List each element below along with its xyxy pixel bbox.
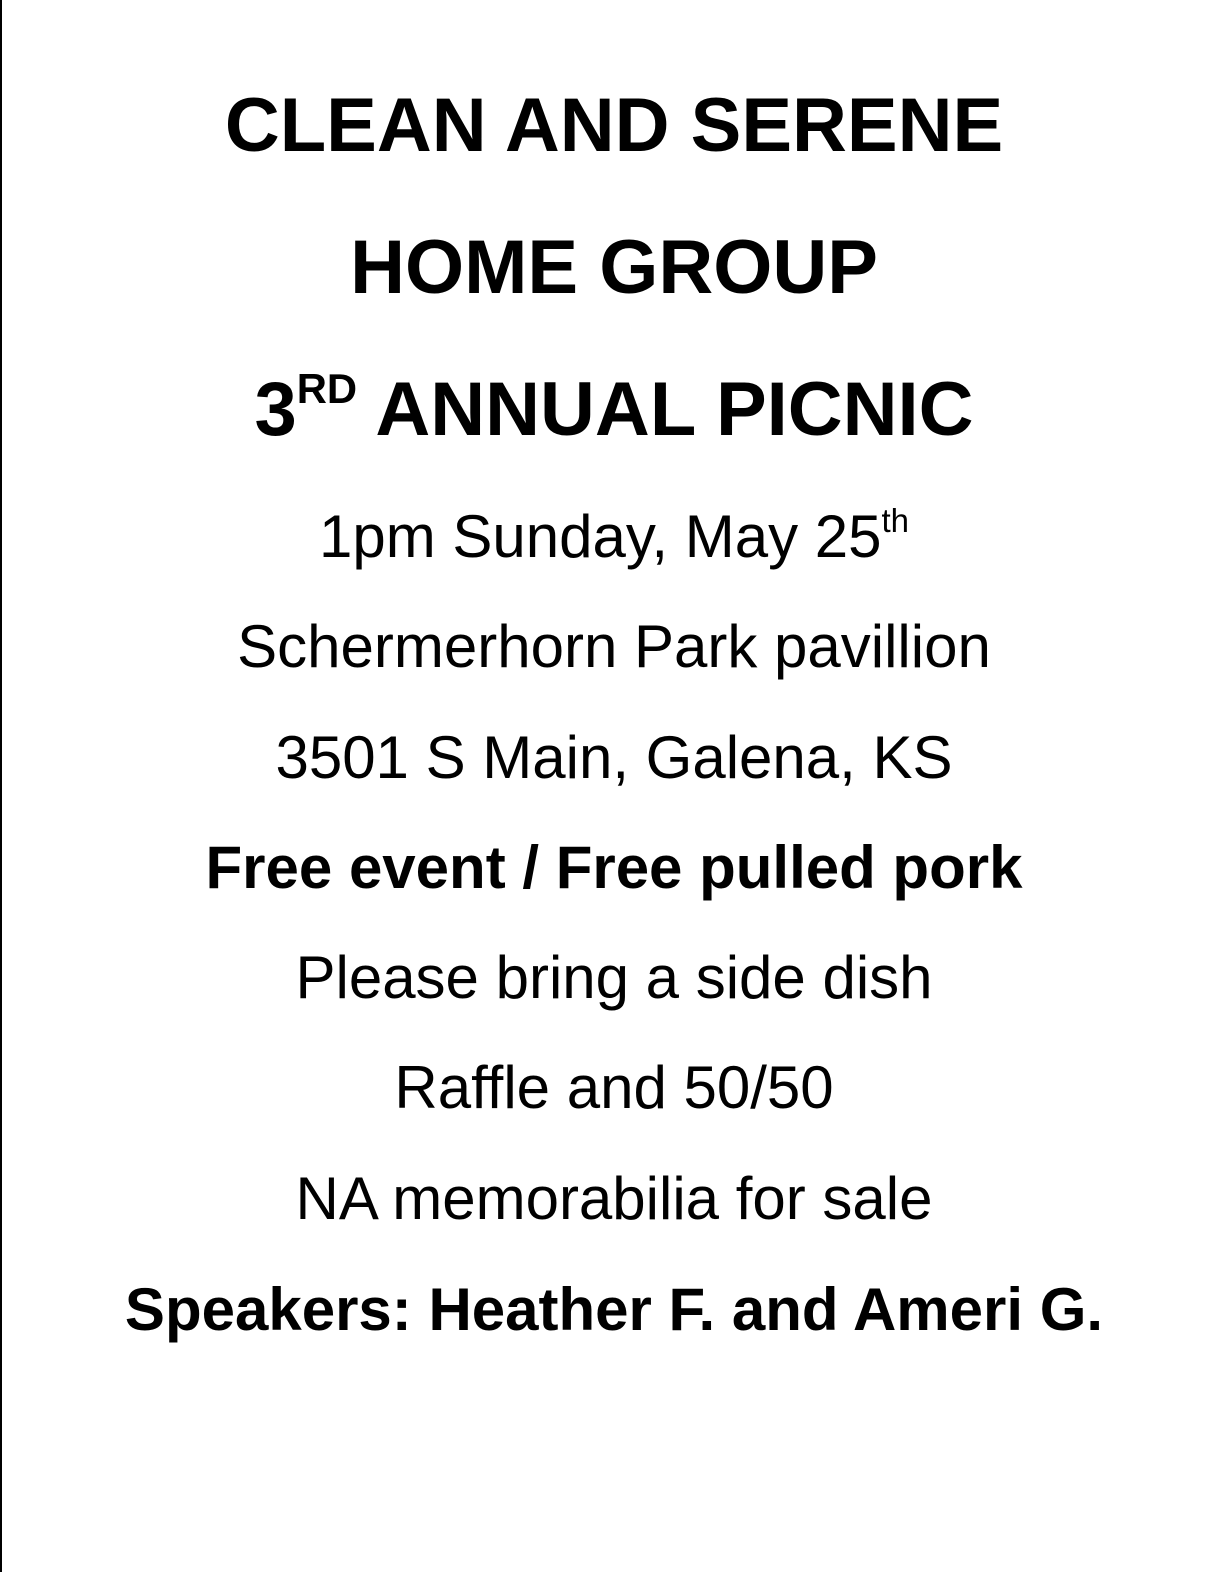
date-text: 1pm Sunday, May 25 bbox=[318, 503, 882, 570]
raffle-note: Raffle and 50/50 bbox=[394, 1054, 834, 1121]
annual-picnic-text: ANNUAL PICNIC bbox=[357, 367, 974, 452]
anniversary-ordinal-suffix: RD bbox=[296, 364, 358, 412]
event-address: 3501 S Main, Galena, KS bbox=[275, 724, 953, 791]
event-venue: Schermerhorn Park pavillion bbox=[237, 613, 991, 680]
event-date-time bbox=[2, 501, 1224, 570]
free-event-note: Free event / Free pulled pork bbox=[205, 834, 1023, 901]
anniversary-number: 3 bbox=[254, 367, 297, 452]
heading-line-2: HOME GROUP bbox=[350, 225, 878, 310]
date-ordinal-suffix: th bbox=[881, 501, 910, 539]
heading-line-3 bbox=[2, 364, 1224, 452]
speakers-line: Speakers: Heather F. and Ameri G. bbox=[124, 1276, 1104, 1343]
memorabilia-note: NA memorabilia for sale bbox=[295, 1165, 933, 1232]
side-dish-request: Please bring a side dish bbox=[295, 944, 933, 1011]
heading-line-1: CLEAN AND SERENE bbox=[224, 83, 1004, 168]
